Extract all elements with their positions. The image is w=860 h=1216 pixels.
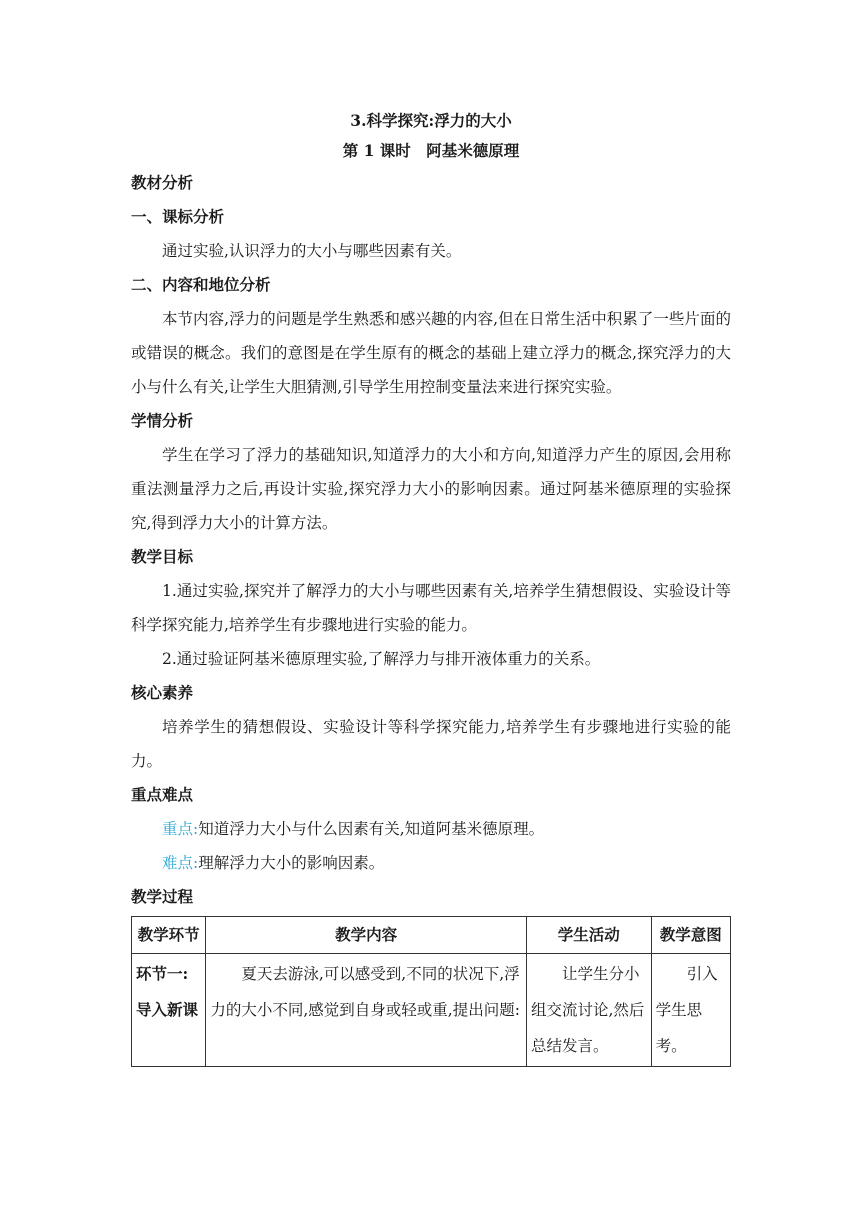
table-header-row: [132, 917, 731, 954]
table-header-cell: 学生活动: [526, 917, 651, 954]
section-heading-key-difficult: 重点难点: [131, 785, 194, 804]
paragraph-student-analysis: 学生在学习了浮力的基础知识,知道浮力的大小和方向,知道浮力产生的原因,会用称重法测量浮力之后,再设计实验,探究浮力大小的影响因素。通过阿基米德原理的实验探究,得到浮力大小的计算方法。: [131, 446, 731, 532]
key-point-label: 重点:: [162, 820, 199, 838]
document-content: [131, 106, 731, 1067]
subsection-heading-curriculum: 一、课标分析: [131, 207, 225, 226]
section-heading-core-literacy: 核心素养: [131, 683, 194, 702]
table-header-cell: 教学内容: [206, 917, 527, 954]
table-row: [132, 954, 731, 1067]
objective-item: 2.通过验证阿基米德原理实验,了解浮力与排开液体重力的关系。: [162, 650, 601, 668]
table-header-cell: 教学意图: [651, 917, 730, 954]
subsection-heading-content: 二、内容和地位分析: [131, 275, 271, 294]
key-point-text: 知道浮力大小与什么因素有关,知道阿基米德原理。: [198, 820, 545, 838]
difficult-point-label: 难点:: [162, 854, 199, 872]
section-heading-student-analysis: 学情分析: [131, 411, 194, 430]
paragraph-curriculum: 通过实验,认识浮力的大小与哪些因素有关。: [162, 242, 462, 260]
objective-item: 1.通过实验,探究并了解浮力的大小与哪些因素有关,培养学生猜想假设、实验设计等科学探究能力,培养学生有步骤地进行实验的能力。: [131, 582, 731, 634]
section-heading-objectives: 教学目标: [131, 547, 194, 566]
table-cell-content: 夏天去游泳,可以感受到,不同的状况下,浮力的大小不同,感觉到自身或轻或重,提出问题:: [206, 954, 527, 1067]
paragraph-content: 本节内容,浮力的问题是学生熟悉和感兴趣的内容,但在日常生活中积累了一些片面的或错误的概念。我们的意图是在学生原有的概念的基础上建立浮力的概念,探究浮力的大小与什么有关,让学生大胆猜测,引导学生用控制变量法来进行探究实验。: [131, 310, 731, 396]
difficult-point-line: [131, 846, 731, 880]
paragraph-core-literacy: 培养学生的猜想假设、实验设计等科学探究能力,培养学生有步骤地进行实验的能力。: [131, 718, 731, 770]
key-point-line: [131, 812, 731, 846]
table-cell-stage: 环节一:导入新课: [132, 954, 206, 1067]
section-heading-textbook-analysis: 教材分析: [131, 173, 194, 192]
difficult-point-text: 理解浮力大小的影响因素。: [198, 854, 385, 872]
document-subtitle: 第 1 课时 阿基米德原理: [342, 141, 520, 160]
table-cell-intent: 引入学生思考。: [651, 954, 730, 1067]
document-title: 3.科学探究:浮力的大小: [350, 111, 512, 130]
table-cell-activity: 让学生分小组交流讨论,然后总结发言。: [526, 954, 651, 1067]
section-heading-teaching-process: 教学过程: [131, 887, 194, 906]
teaching-process-table: [131, 916, 731, 1067]
table-header-cell: 教学环节: [132, 917, 206, 954]
